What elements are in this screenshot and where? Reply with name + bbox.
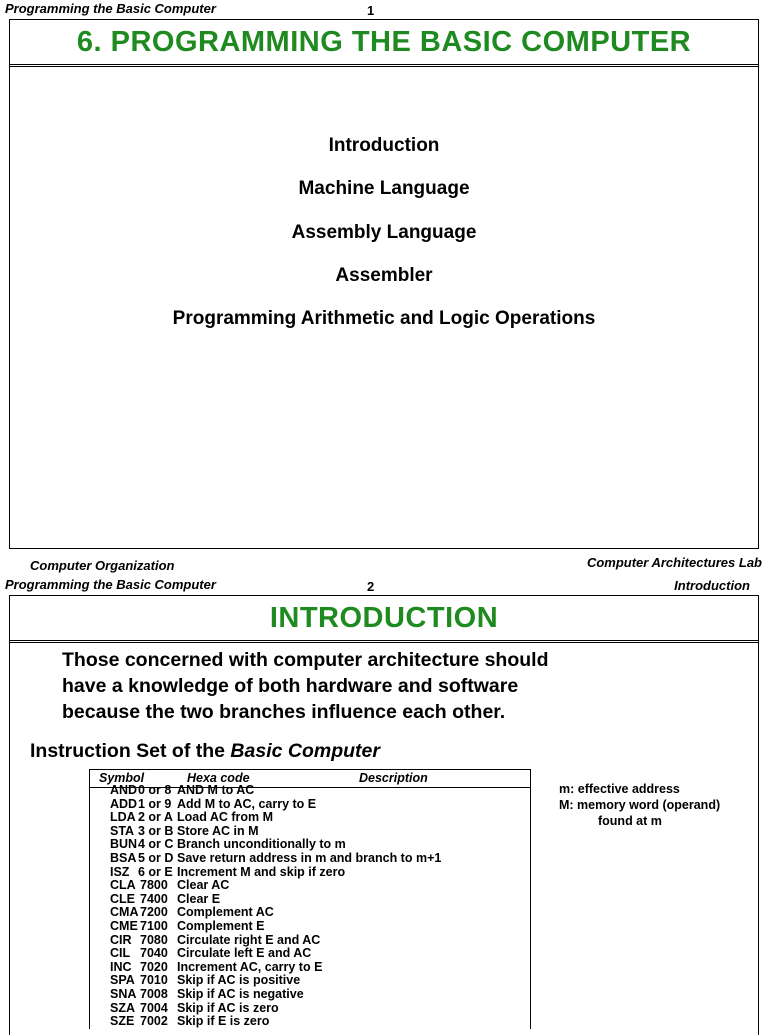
instruction-symbol: SZE [110, 1014, 135, 1029]
slide1-frame [9, 19, 759, 549]
instruction-description: Add M to AC, carry to E [177, 796, 317, 811]
slide2-header-title: Programming the Basic Computer [5, 577, 216, 592]
toc-item-assembler: Assembler [335, 265, 433, 286]
instruction-symbol: STA [110, 823, 135, 838]
instruction-hexa: 7020 [140, 959, 168, 974]
instruction-hexa: 3 or B [138, 823, 174, 838]
instruction-description: Save return address in m and branch to m+1 [177, 851, 442, 865]
instruction-description: Skip if AC is positive [177, 973, 301, 988]
instruction-description: Store AC in M [177, 823, 259, 838]
instruction-hexa: 6 or E [138, 864, 173, 879]
instruction-symbol: CIL [110, 946, 131, 961]
slide2-page-number: 2 [367, 579, 375, 594]
instruction-hexa: 7008 [140, 987, 168, 1001]
note-memory-word: M: memory word (operand) [559, 798, 721, 812]
instruction-hexa: 7010 [140, 973, 168, 988]
intro-line-2: have a knowledge of both hardware and software [62, 675, 519, 697]
instruction-description: Clear AC [177, 878, 230, 893]
instruction-description: Skip if AC is negative [177, 987, 304, 1001]
instruction-heading-prefix: Instruction Set of the [30, 740, 231, 762]
instruction-hexa: 7200 [140, 905, 168, 920]
instruction-hexa: 0 or 8 [138, 783, 172, 797]
instruction-symbol: ADD [110, 796, 138, 811]
instruction-hexa: 1 or 9 [138, 796, 172, 811]
instruction-description: Increment M and skip if zero [177, 864, 346, 879]
slide1-footer-right: Computer Architectures Lab [586, 555, 762, 570]
instruction-description: AND M to AC [177, 783, 255, 797]
instruction-description: Complement AC [177, 905, 274, 920]
instruction-heading-italic: Basic Computer [230, 740, 380, 762]
instruction-description: Circulate left E and AC [177, 946, 312, 961]
instruction-description: Skip if AC is zero [177, 1000, 279, 1015]
slide1-header-title: Programming the Basic Computer [5, 1, 216, 16]
slide2-title-box [10, 596, 758, 643]
instruction-set-heading [30, 740, 380, 763]
instruction-symbol: CMA [110, 905, 139, 920]
col-header-description: Description [359, 771, 428, 785]
instruction-description: Branch unconditionally to m [177, 837, 346, 852]
instruction-symbol: CLA [110, 878, 136, 893]
instruction-description: Circulate right E and AC [177, 932, 321, 947]
toc-item-machine-language: Machine Language [298, 178, 470, 199]
instruction-description: Increment AC, carry to E [177, 959, 323, 974]
instruction-symbol: BSA [110, 851, 137, 865]
intro-paragraph [62, 647, 549, 725]
slide2-header-section: Introduction [674, 578, 750, 593]
instruction-hexa: 5 or D [138, 851, 174, 865]
instruction-symbol: SNA [110, 987, 137, 1001]
col-header-hexa: Hexa code [187, 771, 250, 785]
instruction-description: Complement E [177, 919, 265, 933]
toc-item-programming-operations: Programming Arithmetic and Logic Operations [172, 308, 596, 329]
note-effective-address: m: effective address [559, 782, 680, 796]
note-found-at-m: found at m [598, 814, 662, 828]
col-header-symbol: Symbol [99, 771, 145, 785]
toc-item-introduction: Introduction [328, 135, 440, 156]
instruction-hexa: 7002 [140, 1014, 168, 1029]
instruction-symbol: CLE [110, 891, 135, 906]
instruction-description: Clear E [177, 891, 221, 906]
slide1-page-number: 1 [367, 3, 375, 18]
instruction-hexa: 7800 [140, 878, 168, 893]
instruction-hexa: 7400 [140, 891, 168, 906]
instruction-description: Skip if E is zero [177, 1014, 270, 1029]
instruction-symbol: SZA [110, 1000, 135, 1015]
instruction-symbol: SPA [110, 973, 135, 988]
intro-line-1: Those concerned with computer architecture should [62, 649, 549, 671]
instruction-symbol: BUN [110, 837, 138, 852]
instruction-symbol: ISZ [110, 864, 130, 879]
instruction-hexa: 2 or A [138, 810, 173, 825]
slide2-title: INTRODUCTION [269, 601, 499, 634]
slide1-title-box [10, 20, 758, 67]
instruction-table [89, 769, 531, 1029]
slide1-footer-left: Computer Organization [30, 558, 175, 573]
instruction-symbol: LDA [110, 810, 136, 825]
instruction-symbol: CIR [110, 932, 132, 947]
instruction-hexa: 4 or C [138, 837, 174, 852]
instruction-hexa: 7004 [140, 1000, 168, 1015]
instruction-symbol: CME [110, 919, 138, 933]
instruction-hexa: 7080 [140, 932, 168, 947]
intro-line-3: because the two branches influence each other. [62, 701, 506, 723]
toc-item-assembly-language: Assembly Language [291, 222, 477, 243]
instruction-symbol: INC [110, 959, 132, 974]
instruction-hexa: 7100 [140, 919, 168, 933]
instruction-symbol: AND [110, 783, 138, 797]
slide1-title: 6. PROGRAMMING THE BASIC COMPUTER [76, 25, 692, 58]
instruction-description: Load AC from M [177, 810, 274, 825]
instruction-hexa: 7040 [140, 946, 168, 961]
